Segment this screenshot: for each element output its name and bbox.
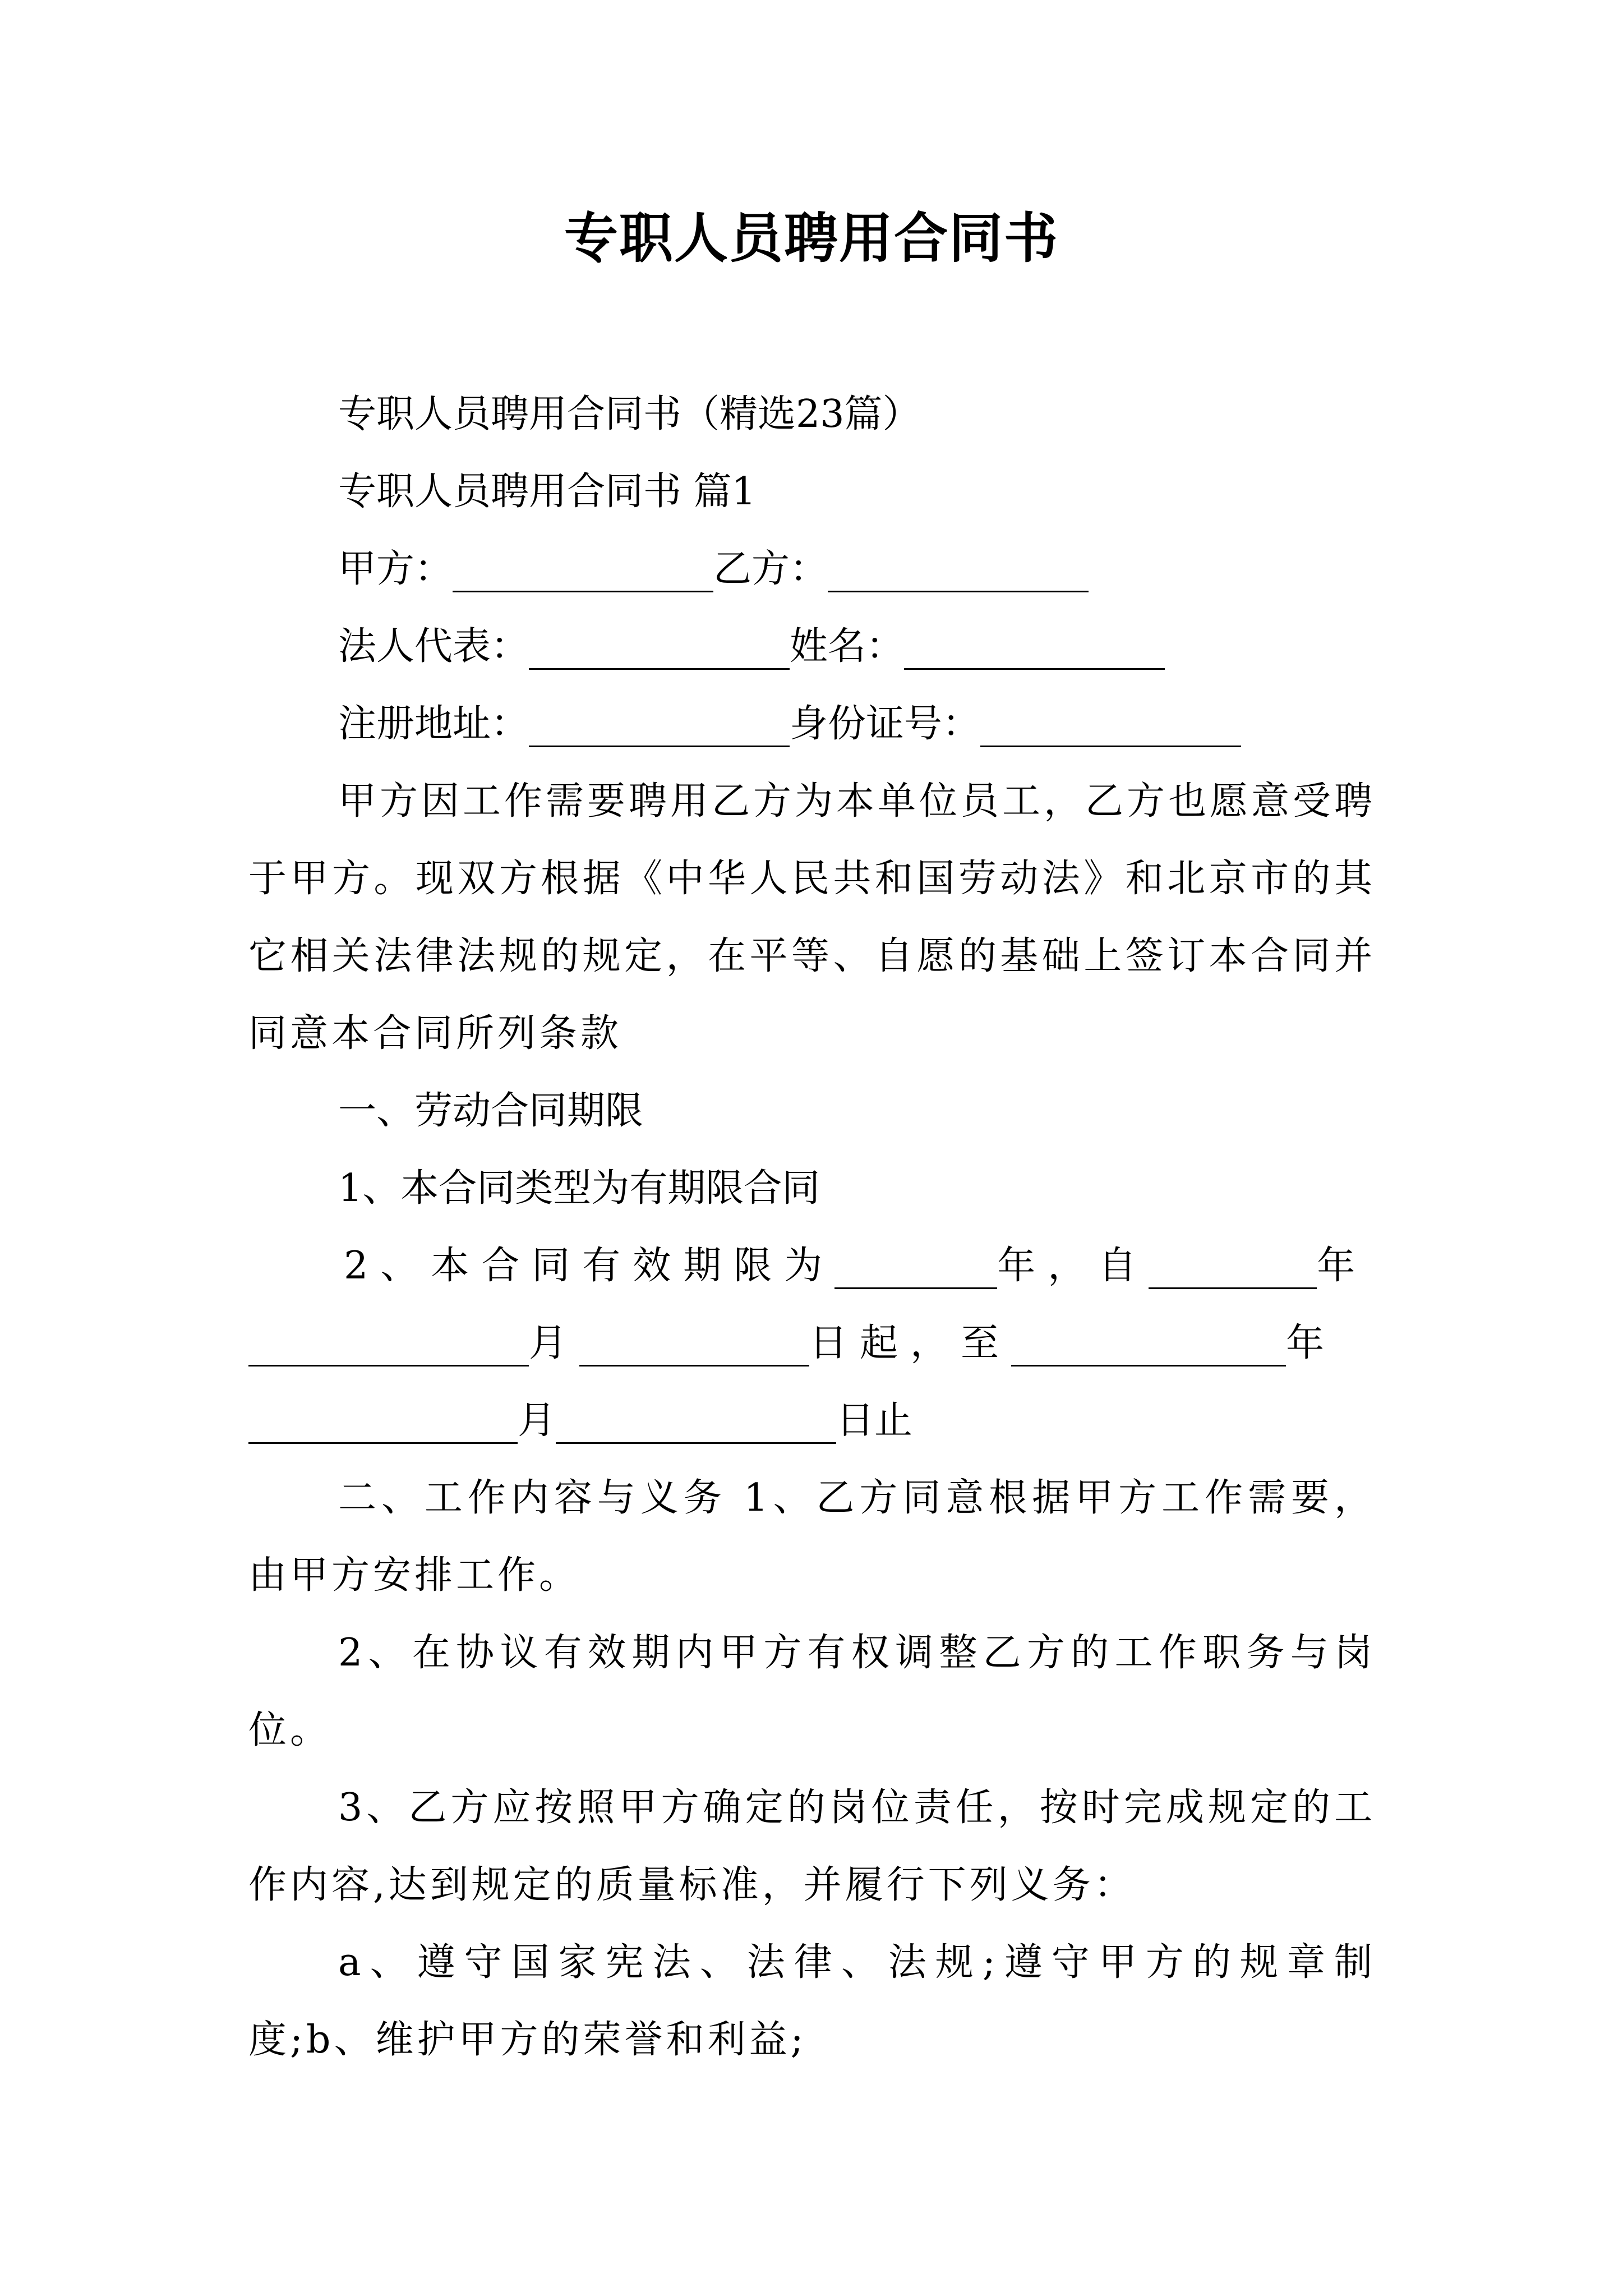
section2-paragraph-1: 二、工作内容与义务 1、乙方同意根据甲方工作需要，由甲方安排工作。 <box>248 1476 1376 1598</box>
intro-paragraph: 甲方因工作需要聘用乙方为本单位员工，乙方也愿意受聘于甲方。现双方根据《中华人民共和国劳动法》和北京市的其它相关法律法规的规定，在平等、自愿的基础上签订本合同并同意本合同所列条款 <box>248 779 1376 1056</box>
term-text-c: 年 <box>1317 1244 1368 1288</box>
legal-rep-line <box>338 608 1165 685</box>
name-blank <box>904 619 1165 670</box>
id-label: 身份证号： <box>790 702 981 746</box>
id-blank <box>980 696 1241 747</box>
section1-item1: 1、本合同类型为有期限合同 <box>338 1166 820 1211</box>
section2-paragraph-4: a、遵守国家宪法、法律、法规;遵守甲方的规章制度;b、维护甲方的荣誉和利益; <box>248 1940 1376 2062</box>
party-line <box>338 531 1089 608</box>
term-text-b: 年，自 <box>997 1244 1149 1288</box>
section2-paragraph-2: 2、在协议有效期内甲方有权调整乙方的工作职务与岗位。 <box>248 1631 1376 1752</box>
party-b-label: 乙方： <box>713 547 828 591</box>
legal-rep-blank <box>529 619 790 670</box>
end-month-blank <box>248 1393 518 1444</box>
term-text-a: 2、本合同有效期限为 <box>344 1244 835 1288</box>
term-text-g: 月 <box>518 1398 556 1443</box>
term-line-2 <box>248 1305 1336 1382</box>
start-year-blank <box>1149 1238 1317 1289</box>
start-day-blank <box>579 1315 809 1366</box>
section-heading: 专职人员聘用合同书 篇1 <box>338 470 756 514</box>
document-subtitle: 专职人员聘用合同书（精选23篇） <box>338 392 921 436</box>
address-label: 注册地址： <box>338 702 529 746</box>
address-blank <box>529 696 790 747</box>
document-title: 专职人员聘用合同书 <box>564 207 1059 270</box>
section2-paragraph-3: 3、乙方应按照甲方确定的岗位责任，按时完成规定的工作内容,达到规定的质量标准，并履行下列义务： <box>248 1786 1376 1907</box>
term-line-3 <box>248 1382 912 1460</box>
term-text-h: 日止 <box>836 1398 913 1443</box>
section1-heading: 一、劳动合同期限 <box>338 1089 644 1133</box>
party-a-label: 甲方： <box>338 547 453 591</box>
name-label: 姓名： <box>790 624 905 669</box>
term-text-f: 年 <box>1286 1321 1337 1365</box>
document-body <box>248 0 1376 2296</box>
term-text-e: 日起，至 <box>809 1321 1012 1365</box>
end-day-blank <box>556 1393 836 1444</box>
term-years-blank <box>834 1238 997 1289</box>
party-b-blank <box>828 541 1089 592</box>
term-line-1 <box>344 1227 1367 1305</box>
start-month-blank <box>248 1315 529 1366</box>
address-line <box>338 685 1241 763</box>
party-a-blank <box>453 541 713 592</box>
end-year-blank <box>1011 1315 1286 1366</box>
term-text-d: 月 <box>529 1321 580 1365</box>
legal-rep-label: 法人代表： <box>338 624 529 669</box>
